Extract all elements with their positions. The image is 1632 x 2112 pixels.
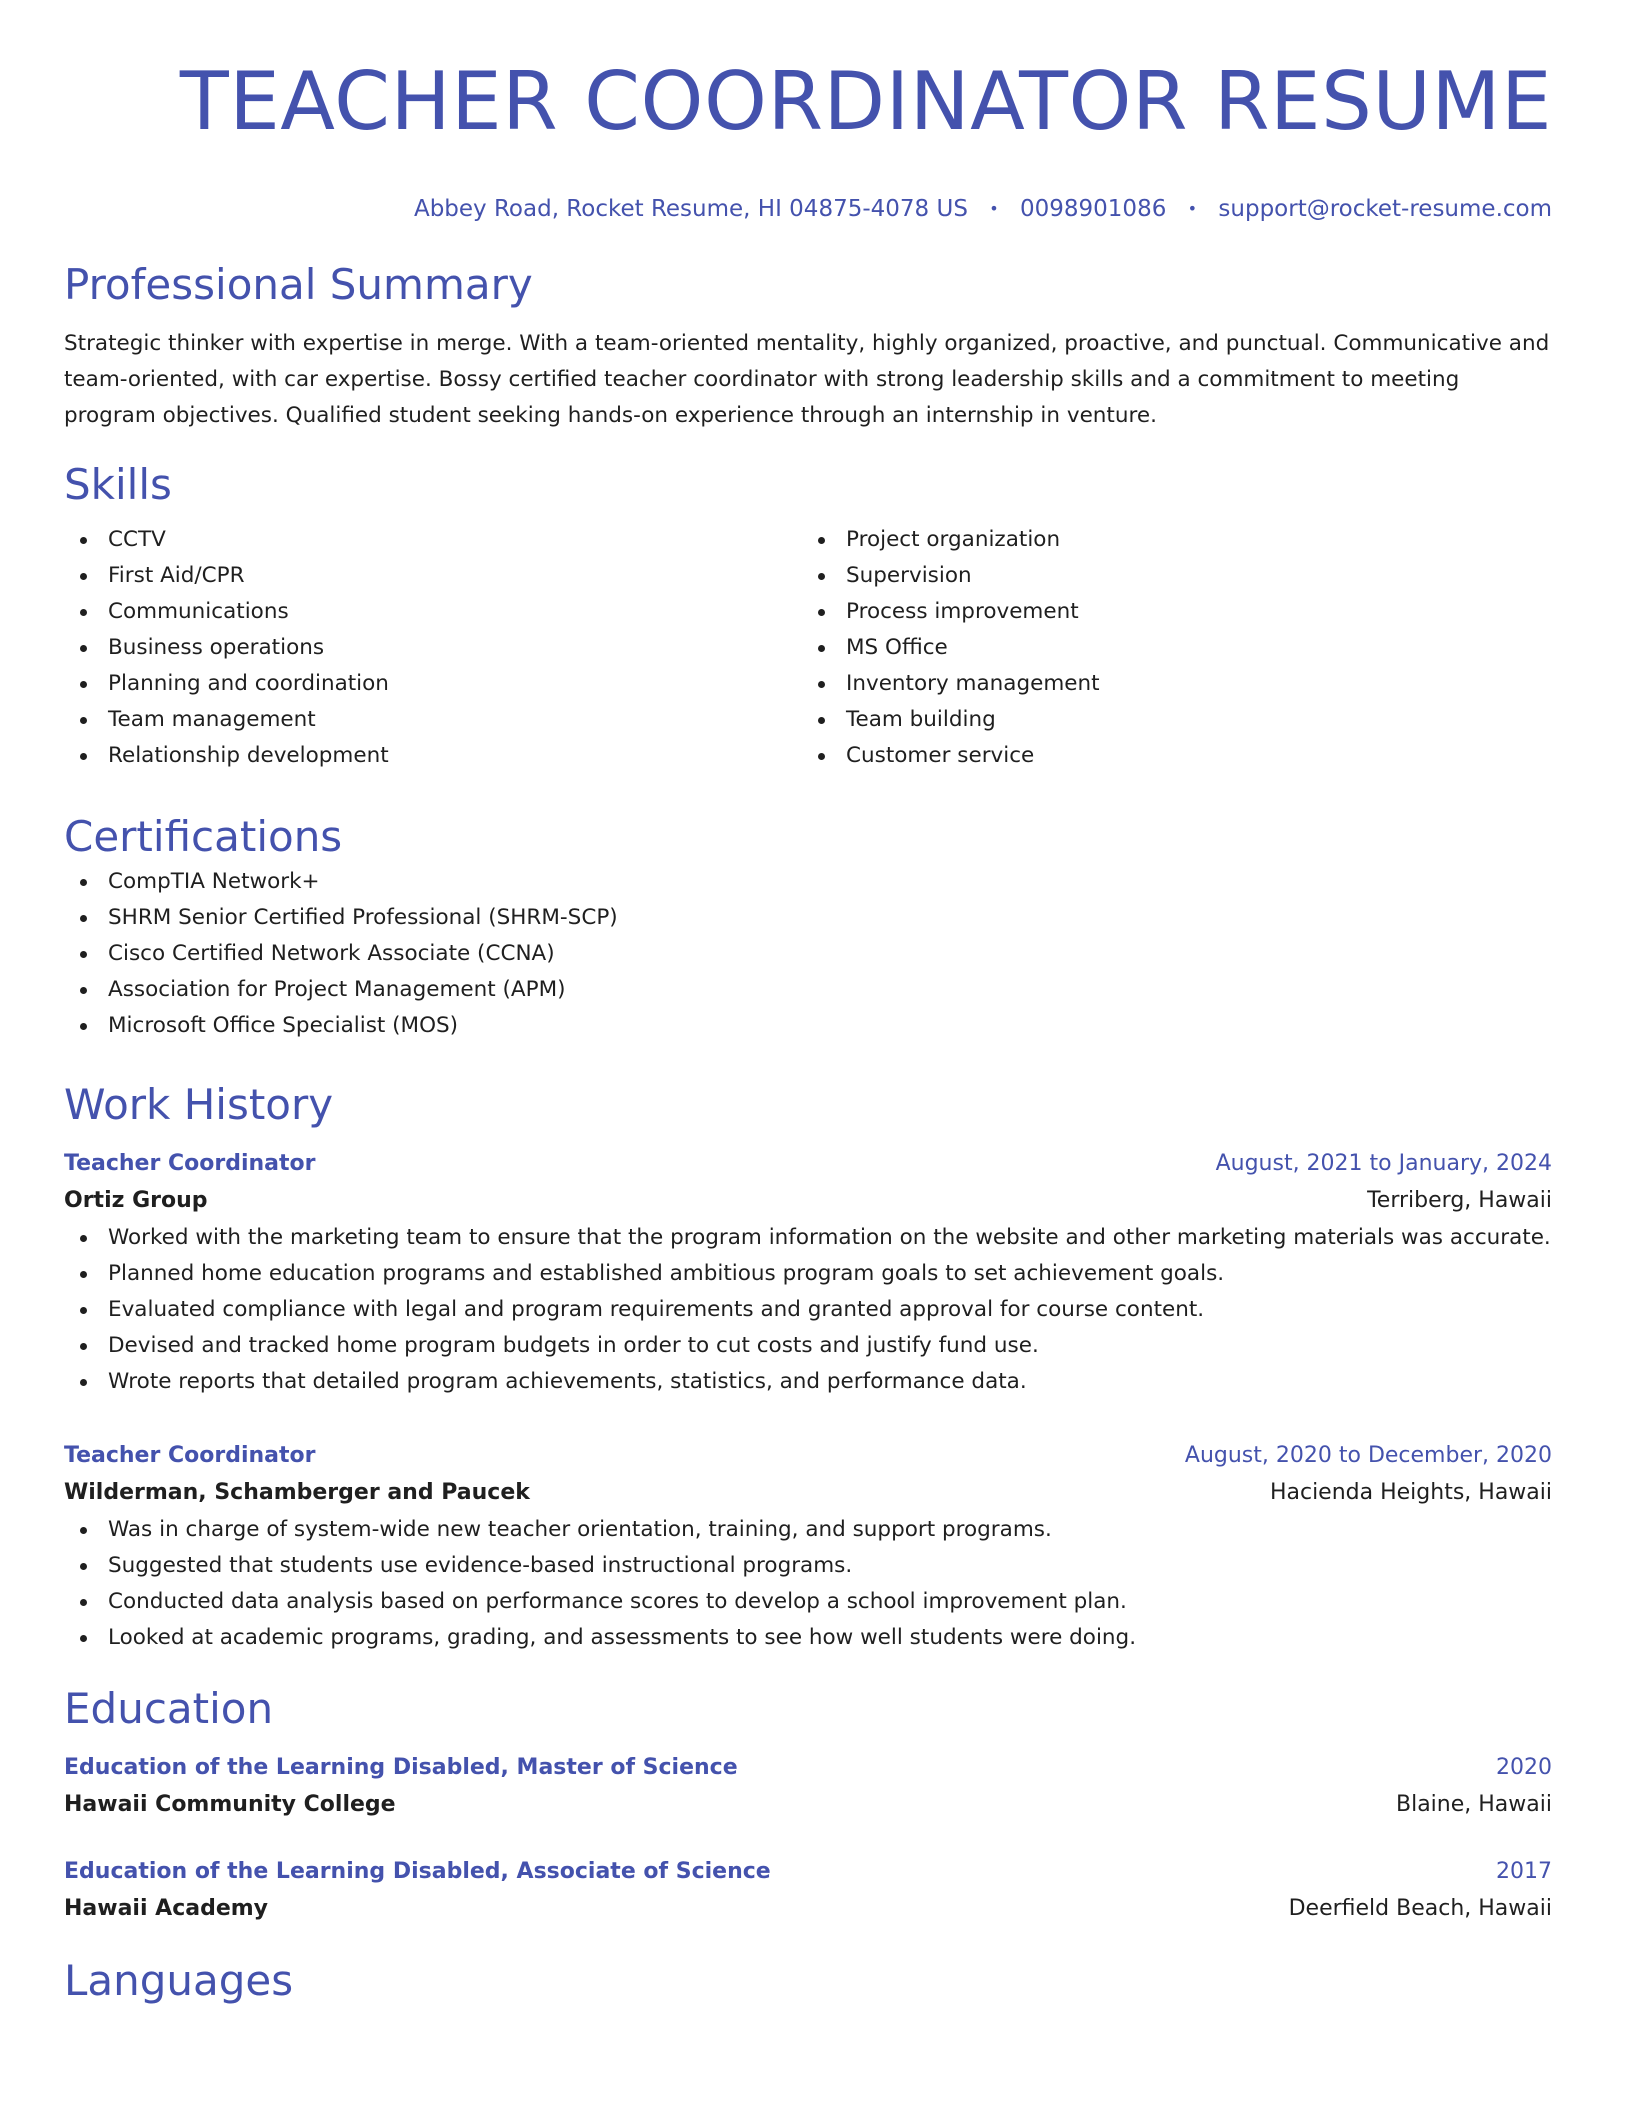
list-item <box>64 1292 1552 1328</box>
skills-list-left <box>64 522 802 774</box>
job-company-row <box>64 1182 1552 1220</box>
list-item <box>64 1256 1552 1292</box>
job-entry <box>64 1146 1552 1400</box>
skills-column-right <box>802 522 1540 774</box>
job-duty: Worked with the marketing team to ensure that the program information on the website and other marketing materials was accurate. <box>108 1225 1551 1250</box>
list-item <box>64 702 802 738</box>
job-company: Wilderman, Schamberger and Paucek <box>64 1480 530 1505</box>
job-dates: August, 2021 to January, 2024 <box>1215 1151 1552 1176</box>
contact-email[interactable]: support@rocket-resume.com <box>1218 196 1552 222</box>
bullet-icon <box>80 753 87 760</box>
job-title-row <box>64 1146 1552 1182</box>
skill-label: Team building <box>846 707 996 732</box>
contact-separator: • <box>989 199 999 218</box>
job-duty: Planned home education programs and established ambitious program goals to set achievement goals. <box>108 1261 1225 1286</box>
professional-summary-section <box>64 258 1552 434</box>
education-degree: Education of the Learning Disabled, Associate of Science <box>64 1859 771 1884</box>
education-year: 2017 <box>1496 1859 1552 1884</box>
contact-phone: 0098901086 <box>1020 196 1167 222</box>
job-dates: August, 2020 to December, 2020 <box>1184 1443 1552 1468</box>
job-duties-list <box>64 1220 1552 1400</box>
summary-text: Strategic thinker with expertise in merge. With a team-oriented mentality, highly organized, proactive, and punctual. Communicative and team-oriented, with car expertise. Bossy certified teacher coordinator with strong leadership skills and a commitment to meeting program objectives. Qualified student seeking hands-on experience through an internship in venture. <box>64 331 1550 428</box>
list-item <box>64 1512 1552 1548</box>
certification-label: Cisco Certified Network Associate (CCNA) <box>108 941 555 966</box>
skill-label: Process improvement <box>846 599 1079 624</box>
bullet-icon <box>818 681 825 688</box>
bullet-icon <box>80 609 87 616</box>
certification-label: Microsoft Office Specialist (MOS) <box>108 1013 459 1038</box>
education-degree: Education of the Learning Disabled, Master of Science <box>64 1755 738 1780</box>
section-heading-work-history: Work History <box>64 1080 334 1129</box>
list-item <box>64 558 802 594</box>
bullet-icon <box>818 753 825 760</box>
list-item <box>64 1548 1552 1584</box>
list-item <box>802 666 1540 702</box>
certification-label: CompTIA Network+ <box>108 869 320 894</box>
skill-label: Team management <box>108 707 316 732</box>
section-heading-skills: Skills <box>64 460 172 509</box>
bullet-icon <box>80 1563 87 1570</box>
list-item <box>64 936 1552 972</box>
skill-label: MS Office <box>846 635 948 660</box>
list-item <box>64 900 1552 936</box>
job-title: Teacher Coordinator <box>64 1151 316 1176</box>
work-history-section <box>64 1078 1552 1656</box>
list-item <box>802 594 1540 630</box>
job-duty: Conducted data analysis based on performance scores to develop a school improvement plan. <box>108 1589 1127 1614</box>
contact-separator: • <box>1187 199 1198 218</box>
list-item <box>64 1008 1552 1044</box>
bullet-icon <box>80 573 87 580</box>
job-title: Teacher Coordinator <box>64 1443 316 1468</box>
certifications-list <box>64 864 1552 1044</box>
job-location: Hacienda Heights, Hawaii <box>1269 1480 1552 1505</box>
bullet-icon <box>80 1527 87 1534</box>
skills-list-right <box>802 522 1540 774</box>
bullet-icon <box>80 1343 87 1350</box>
skill-label: CCTV <box>108 527 166 552</box>
job-entry <box>64 1438 1552 1656</box>
skill-label: Customer service <box>846 743 1035 768</box>
education-section <box>64 1682 1552 1928</box>
section-heading-certifications: Certifications <box>64 812 343 861</box>
section-heading-education: Education <box>64 1684 274 1733</box>
bullet-icon <box>80 681 87 688</box>
skill-label: Planning and coordination <box>108 671 389 696</box>
education-school-row <box>64 1786 1552 1824</box>
skills-section <box>64 458 1552 774</box>
education-location: Blaine, Hawaii <box>1396 1792 1552 1817</box>
skill-label: Project organization <box>846 527 1061 552</box>
list-item <box>802 522 1540 558</box>
contact-line <box>64 194 1552 224</box>
bullet-icon <box>80 1271 87 1278</box>
bullet-icon <box>818 645 825 652</box>
bullet-icon <box>80 987 87 994</box>
job-location: Terriberg, Hawaii <box>1367 1188 1552 1213</box>
skill-label: Communications <box>108 599 289 624</box>
contact-address: Abbey Road, Rocket Resume, HI 04875-4078 US <box>413 196 968 222</box>
section-heading-languages: Languages <box>64 1956 294 2005</box>
skills-grid <box>64 522 1552 774</box>
education-school-row <box>64 1890 1552 1928</box>
bullet-icon <box>80 951 87 958</box>
bullet-icon <box>80 879 87 886</box>
bullet-icon <box>80 915 87 922</box>
list-item <box>64 666 802 702</box>
job-duty: Looked at academic programs, grading, and assessments to see how well students were doing. <box>108 1625 1137 1650</box>
resume-header <box>64 52 1552 224</box>
education-school: Hawaii Academy <box>64 1896 269 1921</box>
list-item <box>802 558 1540 594</box>
bullet-icon <box>80 1379 87 1386</box>
skill-label: Inventory management <box>846 671 1100 696</box>
list-item <box>64 864 1552 900</box>
skill-label: Supervision <box>846 563 972 588</box>
education-entry <box>64 1854 1552 1928</box>
job-title-row <box>64 1438 1552 1474</box>
bullet-icon <box>818 609 825 616</box>
job-duty: Was in charge of system-wide new teacher orientation, training, and support programs. <box>108 1517 1052 1542</box>
job-company-row <box>64 1474 1552 1512</box>
skills-column-left <box>64 522 802 774</box>
list-item <box>802 702 1540 738</box>
job-duty: Suggested that students use evidence-based instructional programs. <box>108 1553 853 1578</box>
skill-label: First Aid/CPR <box>108 563 245 588</box>
certification-label: Association for Project Management (APM) <box>108 977 566 1002</box>
bullet-icon <box>80 1023 87 1030</box>
list-item <box>64 1328 1552 1364</box>
education-year: 2020 <box>1496 1755 1552 1780</box>
education-entry <box>64 1750 1552 1824</box>
skill-label: Business operations <box>108 635 325 660</box>
job-duties-list <box>64 1512 1552 1656</box>
bullet-icon <box>80 1599 87 1606</box>
bullet-icon <box>80 1635 87 1642</box>
list-item <box>64 630 802 666</box>
bullet-icon <box>80 537 87 544</box>
bullet-icon <box>80 1307 87 1314</box>
list-item <box>64 1584 1552 1620</box>
list-item <box>802 738 1540 774</box>
education-degree-row <box>64 1750 1552 1786</box>
certification-label: SHRM Senior Certified Professional (SHRM-SCP) <box>108 905 618 930</box>
job-duty: Devised and tracked home program budgets in order to cut costs and justify fund use. <box>108 1333 1039 1358</box>
list-item <box>64 738 802 774</box>
job-company: Ortiz Group <box>64 1188 208 1213</box>
job-duty: Evaluated compliance with legal and program requirements and granted approval for course content. <box>108 1297 1205 1322</box>
section-heading-summary: Professional Summary <box>64 260 533 309</box>
bullet-icon <box>80 717 87 724</box>
bullet-icon <box>80 1235 87 1242</box>
job-duty: Wrote reports that detailed program achievements, statistics, and performance data. <box>108 1369 1027 1394</box>
list-item <box>64 1220 1552 1256</box>
bullet-icon <box>80 645 87 652</box>
bullet-icon <box>818 717 825 724</box>
list-item <box>64 594 802 630</box>
resume-title: TEACHER COORDINATOR RESUME <box>179 55 1552 148</box>
list-item <box>802 630 1540 666</box>
education-school: Hawaii Community College <box>64 1792 396 1817</box>
list-item <box>64 522 802 558</box>
list-item <box>64 1364 1552 1400</box>
education-location: Deerfield Beach, Hawaii <box>1288 1896 1552 1921</box>
education-degree-row <box>64 1854 1552 1890</box>
bullet-icon <box>818 537 825 544</box>
list-item <box>64 1620 1552 1656</box>
bullet-icon <box>818 573 825 580</box>
languages-section <box>64 1954 1552 2008</box>
skill-label: Relationship development <box>108 743 389 768</box>
list-item <box>64 972 1552 1008</box>
certifications-section <box>64 810 1552 1044</box>
